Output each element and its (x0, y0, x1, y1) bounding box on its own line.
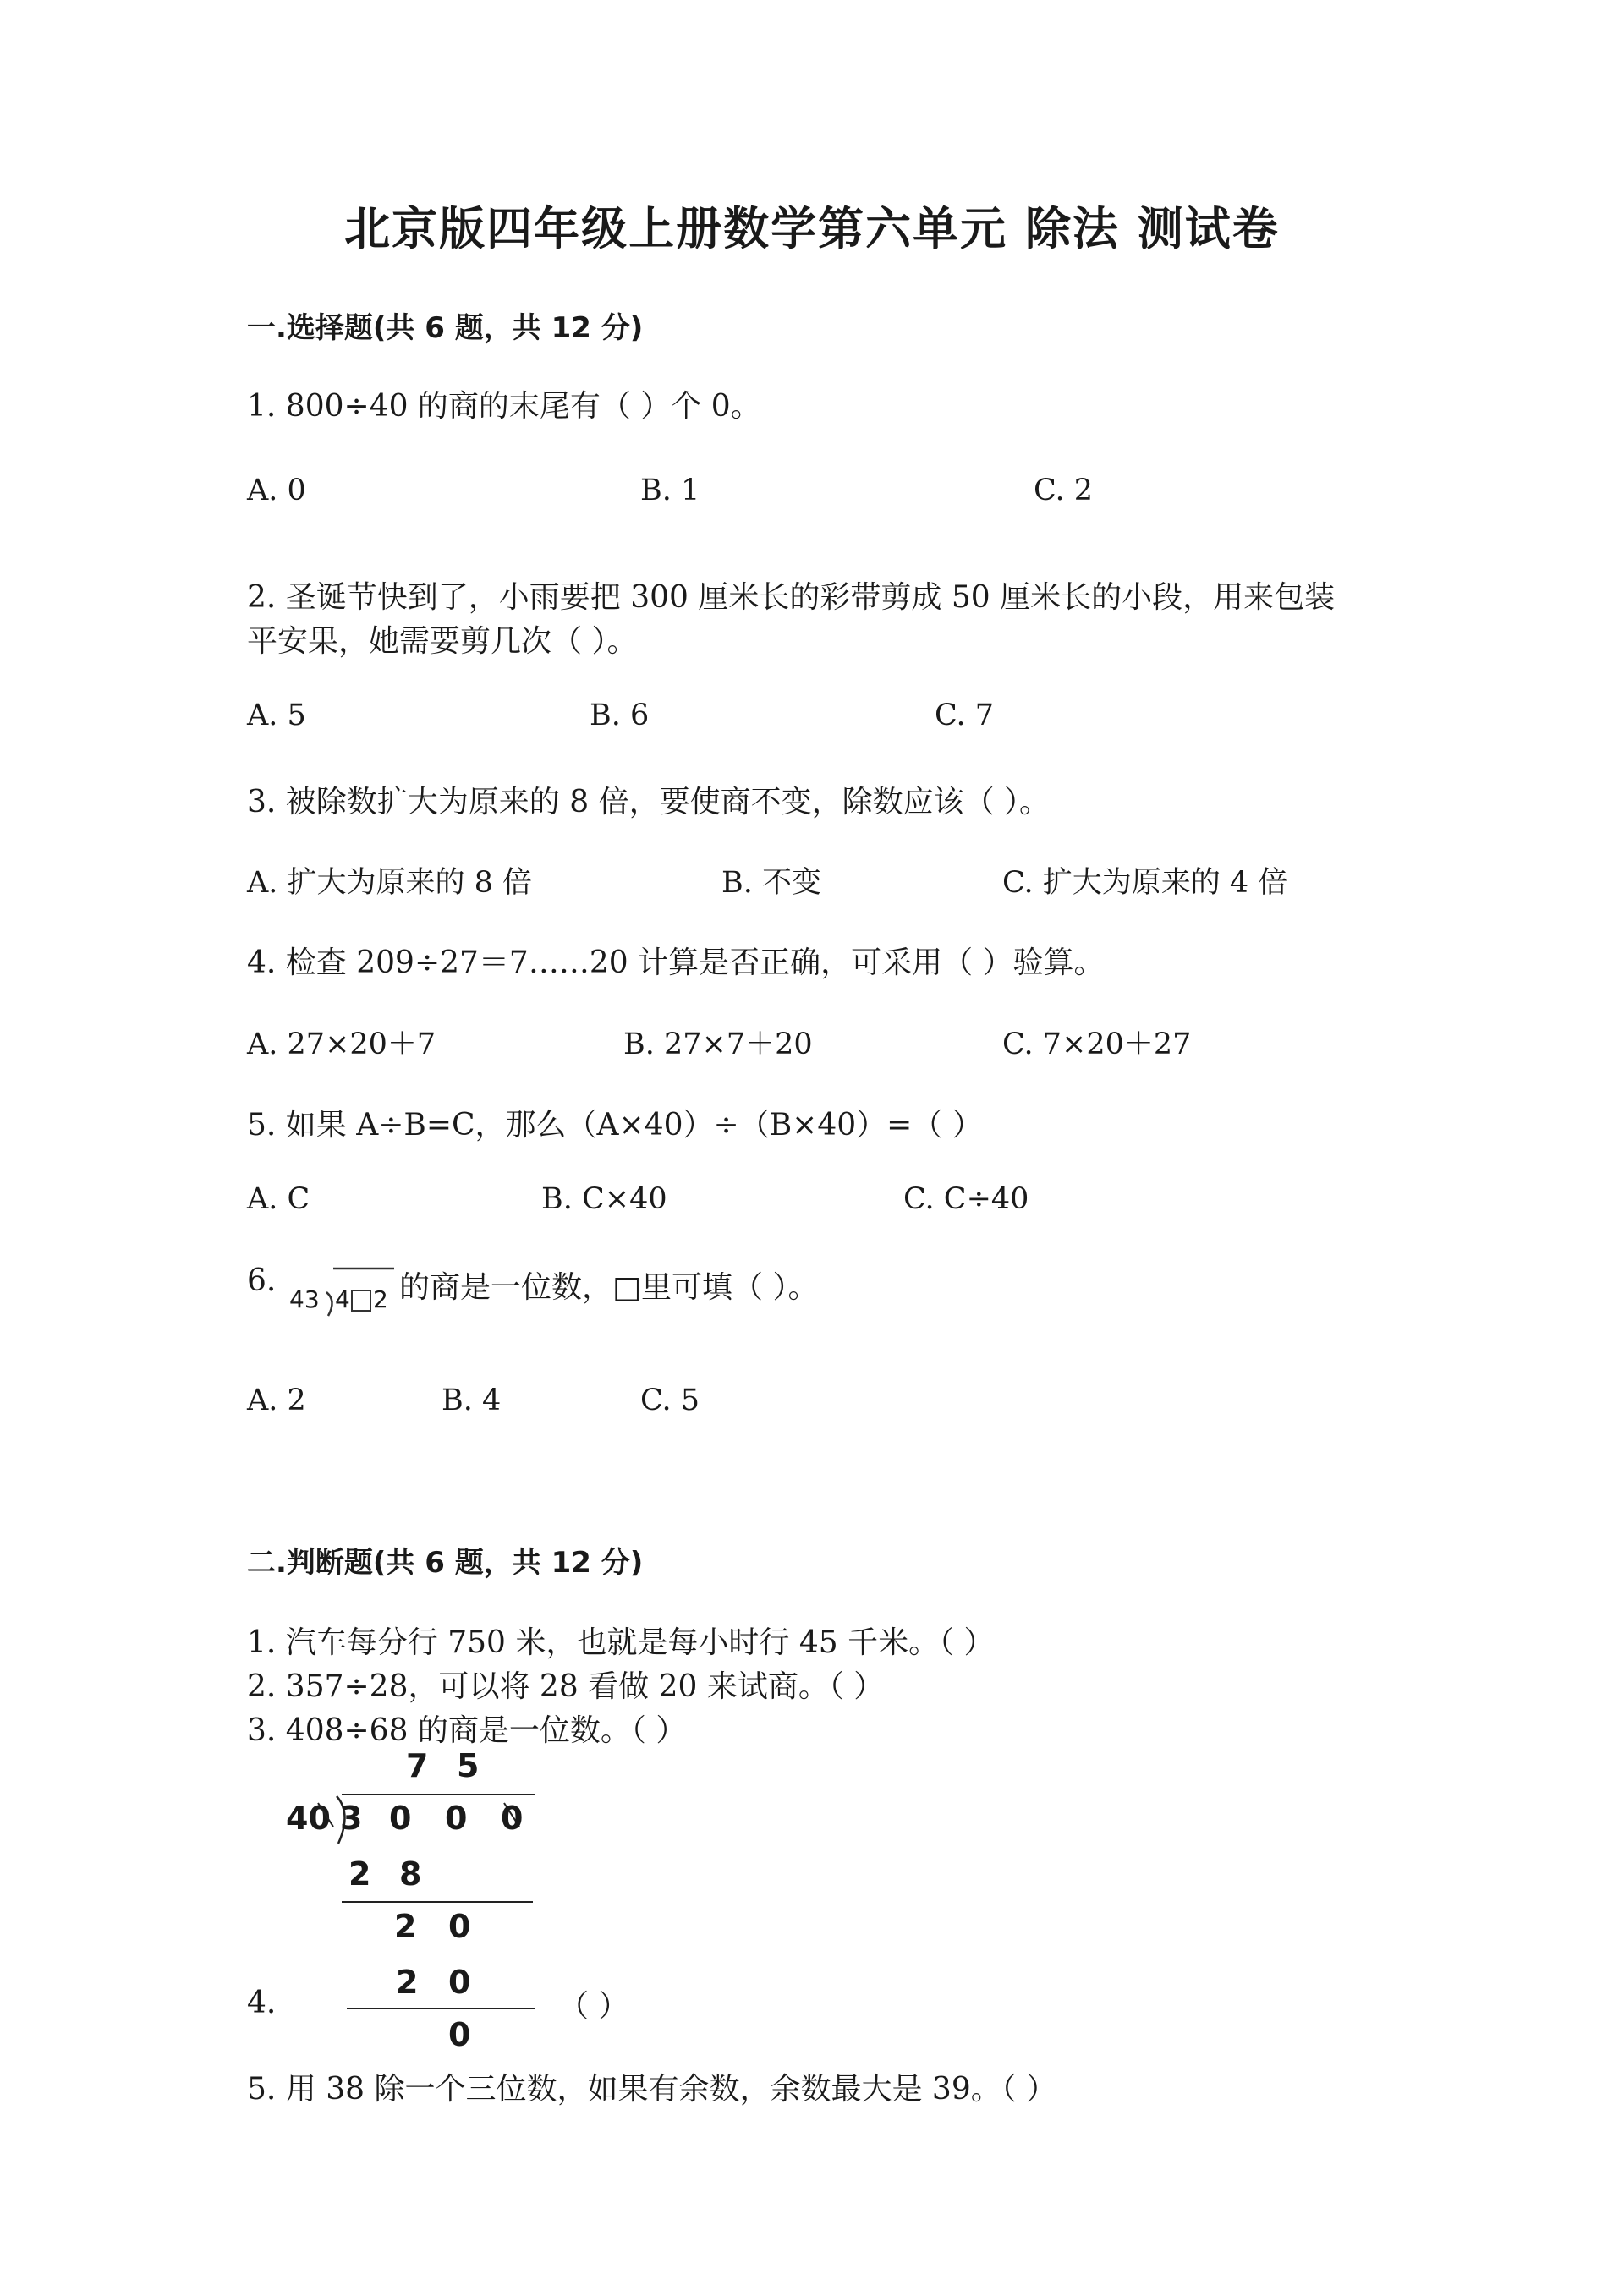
section-heading-judge: 二.判断题(共 6 题，共 12 分) (247, 1546, 644, 1580)
ld-quotient-digit: 7 (406, 1747, 429, 1784)
ld-dividend-digit: 0 (389, 1800, 412, 1837)
ld-remainder: 0 (448, 2016, 471, 2053)
page-title: 北京版四年级上册数学第六单元 除法 测试卷 (344, 202, 1280, 255)
question-6-option-b[interactable]: B. 4 (442, 1384, 502, 1417)
question-5-stem: 5. 如果 A÷B=C，那么（A×40）÷（B×40）=（ ） (247, 1108, 983, 1143)
ld-quotient-digit: 5 (457, 1747, 480, 1784)
question-2-stem-line2: 平安果，她需要剪几次（ ）。 (247, 624, 638, 659)
judge-item-4-blank: （ ） (558, 1989, 629, 2024)
q6-dividend-last-digit: 2 (373, 1285, 388, 1313)
question-6-number: 6. (247, 1263, 277, 1298)
judge-item-1: 1. 汽车每分行 750 米，也就是每小时行 45 千米。（ ） (247, 1625, 995, 1660)
ld-row3-digit: 0 (448, 1964, 471, 2001)
question-1-option-a[interactable]: A. 0 (247, 474, 306, 507)
question-4-option-c[interactable]: C. 7×20＋27 (1002, 1027, 1192, 1061)
question-3-option-b[interactable]: B. 不变 (721, 866, 821, 900)
judge-item-4-number: 4. (247, 1986, 277, 2020)
question-6-option-c[interactable]: C. 5 (640, 1384, 700, 1417)
ld-rule (342, 1901, 533, 1903)
ld-row3-digit: 2 (396, 1964, 419, 2001)
judge-item-4-division-figure (271, 1742, 558, 2063)
question-5-option-c[interactable]: C. C÷40 (903, 1182, 1029, 1216)
section-heading-choice: 一.选择题(共 6 题，共 12 分) (247, 311, 644, 345)
ld-row2-digit: 2 (394, 1908, 417, 1945)
question-2-option-c[interactable]: C. 7 (935, 699, 995, 732)
ld-row1-digit: 2 (348, 1855, 371, 1893)
question-1-option-c[interactable]: C. 2 (1034, 474, 1094, 507)
question-5-option-a[interactable]: A. C (247, 1182, 310, 1216)
ld-row2-digit: 0 (448, 1908, 471, 1945)
question-3-option-c[interactable]: C. 扩大为原来的 4 倍 (1002, 866, 1288, 900)
ld-dividend-digit: 3 (340, 1800, 363, 1837)
q6-dividend-first-digit: 4 (335, 1285, 350, 1313)
question-3-stem: 3. 被除数扩大为原来的 8 倍，要使商不变，除数应该（ ）。 (247, 785, 1051, 819)
question-6-stem: 的商是一位数，□里可填（ ）。 (399, 1270, 819, 1305)
question-3-option-a[interactable]: A. 扩大为原来的 8 倍 (247, 866, 533, 900)
ld-dividend-digit: 0 (501, 1800, 524, 1837)
ld-rule (347, 2008, 535, 2009)
ld-dividend-digit: 0 (445, 1800, 468, 1837)
judge-item-3: 3. 408÷68 的商是一位数。（ ） (247, 1713, 687, 1748)
question-1-stem: 1. 800÷40 的商的末尾有（ ）个 0。 (247, 389, 761, 424)
ld-bracket-and-marks (271, 1742, 558, 2063)
question-6-option-a[interactable]: A. 2 (247, 1384, 306, 1417)
question-2-option-b[interactable]: B. 6 (590, 699, 650, 732)
question-4-option-a[interactable]: A. 27×20＋7 (247, 1027, 436, 1061)
question-2-stem-line1: 2. 圣诞节快到了，小雨要把 300 厘米长的彩带剪成 50 厘米长的小段，用来包装 (247, 580, 1336, 615)
ld-row1-digit: 8 (399, 1855, 422, 1893)
judge-item-2: 2. 357÷28，可以将 28 看做 20 来试商。（ ） (247, 1669, 885, 1704)
question-2-option-a[interactable]: A. 5 (247, 699, 306, 732)
q6-divisor: 43 (289, 1285, 320, 1313)
question-6-division-figure (286, 1260, 398, 1323)
judge-item-5: 5. 用 38 除一个三位数，如果有余数，余数最大是 39。（ ） (247, 2072, 1057, 2107)
question-5-option-b[interactable]: B. C×40 (541, 1182, 667, 1216)
question-4-option-b[interactable]: B. 27×7＋20 (623, 1027, 813, 1061)
question-4-stem: 4. 检查 209÷27＝7……20 计算是否正确，可采用（ ）验算。 (247, 945, 1105, 980)
question-1-option-b[interactable]: B. 1 (640, 474, 700, 507)
ld-divisor: 40 (286, 1800, 331, 1837)
